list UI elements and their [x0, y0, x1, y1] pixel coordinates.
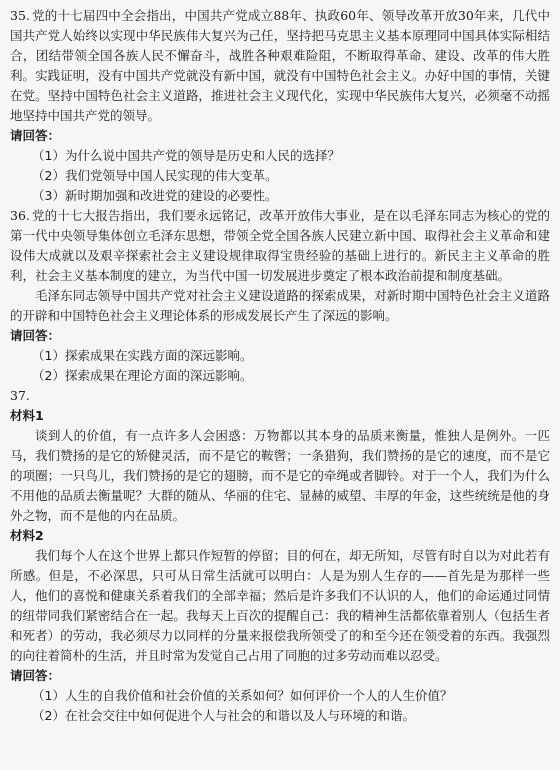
q35-sub-3: （3）新时期加强和改进党的建设的必要性。 [32, 188, 278, 203]
q37-ask-label: 请回答： [10, 668, 61, 683]
q35-stem [10, 6, 550, 126]
q35-number: 35. [10, 8, 30, 23]
q37-material-2-text: 我们每个人在这个世界上都只作短暂的停留；目的何在，却无所知，尽管有时自以为对此若有所感。但是，不必深思，只可从日常生活就可以明白：人是为别人生存的——首先是为那样一些人，他们的喜悦和健康关系着我们的全部幸福；然后是许多我们不认识的人，他们的命运通过同情的纽带同我们紧密结合在一起。我每天上百次的提醒自己：我的精神生活都依靠着别人（包括生者和死者）的劳动，我必须尽力以同样的分量来报偿我所领受了的和至今还在领受着的东西。我强烈的向往着简朴的生活，并且时常为发觉自己占用了同胞的过多劳动而难以忍受。 [10, 548, 550, 663]
q37-material-1-title: 材料1 [10, 408, 44, 423]
q37-sub-2: （2）在社会交往中如何促进个人与社会的和谐以及人与环境的和谐。 [32, 708, 415, 723]
q36-ask-label: 请回答： [10, 328, 61, 343]
q35-ask-label: 请回答： [10, 128, 61, 143]
q36-sub-2: （2）探索成果在理论方面的深远影响。 [32, 368, 253, 383]
q36-sub-1: （1）探索成果在实践方面的深远影响。 [32, 348, 253, 363]
q37-sub-1: （1）人生的自我价值和社会价值的关系如何？如何评价一个人的人生价值？ [32, 688, 453, 703]
q36-stem-2: 毛泽东同志领导中国共产党对社会主义建设道路的探索成果，对新时期中国特色社会主义道路的开辟和中国特色社会主义理论体系的形成发展长产生了深远的影响。 [10, 288, 550, 323]
q35-sub-2: （2）我们党领导中国人民实现的伟大变革。 [32, 168, 278, 183]
q37-number: 37. [10, 388, 30, 403]
q36-number: 36. [10, 208, 30, 223]
q37-material-2-title: 材料2 [10, 528, 44, 543]
q36-text: 党的十七大报告指出，我们要永远铭记，改革开放伟大事业，是在以毛泽东同志为核心的党的第一代中央领导集体创立毛泽东思想，带领全党全国各族人民建立新中国、取得社会主义革命和建设伟大成就以及艰辛探索社会主义建设规律取得宝贵经验的基础上进行的。新民主主义革命的胜利，社会主义基本制度的建立，为当代中国一切发展进步奠定了根本政治前提和制度基础。 [10, 208, 550, 283]
q37-material-1-text: 谈到人的价值，有一点许多人会困惑：万物都以其本身的品质来衡量，惟独人是例外。一匹马，我们赞扬的是它的矫健灵活，而不是它的鞍辔；一条猎狗，我们赞扬的是它的速度，而不是它的项圈；一只鸟儿，我们赞扬的是它的翅膀，而不是它的牵绳或者脚铃。对于一个人，我们为什么不用他的品质去衡量呢？大群的随从、华丽的住宅、显赫的威望、丰厚的年金，这些统统是他的身外之物，而不是他的内在品质。 [10, 428, 550, 523]
q35-sub-1: （1）为什么说中国共产党的领导是历史和人民的选择？ [32, 148, 340, 163]
q35-text: 党的十七届四中全会指出，中国共产党成立88年、执政60年、领导改革开放30年来，几代中国共产党人始终以实现中华民族伟大复兴为己任，坚持把马克思主义基本原理同中国具体实际相结合，团结带领全国各族人民不懈奋斗，战胜各种艰难险阻，不断取得革命、建设、改革的伟大胜利。实践证明，没有中国共产党就没有新中国，就没有中国特色社会主义。办好中国的事情，关键在党。坚持中国特色社会主义道路，推进社会主义现代化，实现中华民族伟大复兴，必须毫不动摇地坚持中国共产党的领导。 [10, 8, 550, 123]
q36-stem [10, 206, 550, 286]
